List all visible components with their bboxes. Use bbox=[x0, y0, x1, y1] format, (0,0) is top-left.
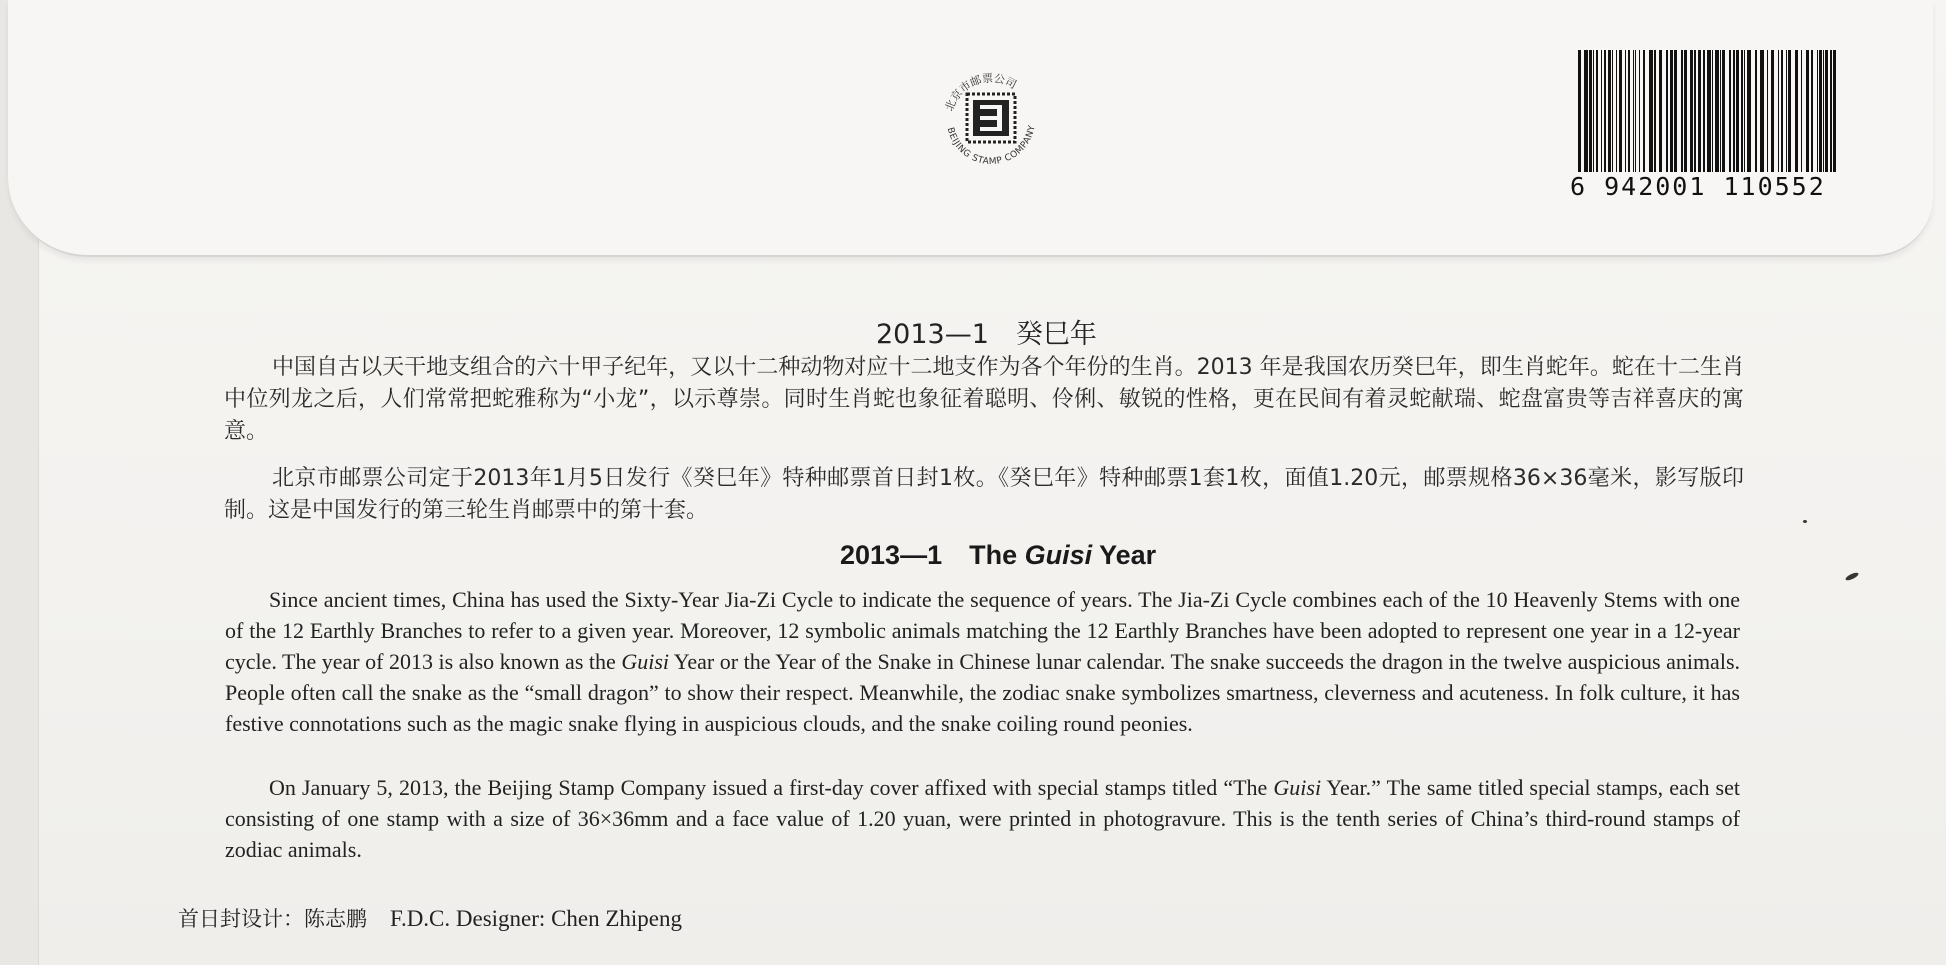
english-p2-part-b: Year.” The same titled special stamps, each set consisting of one stamp with a size of 36×36mm and a face value of 1.20 yuan, were printed in photogravure. This is the tenth series of China’s third-round stamps of zodiac animals. bbox=[225, 775, 1740, 862]
barcode-bar bbox=[1578, 50, 1581, 178]
barcode-bar bbox=[1760, 50, 1764, 178]
barcode-bar bbox=[1666, 50, 1668, 178]
barcode-bar bbox=[1786, 50, 1787, 178]
barcode-bar bbox=[1654, 50, 1656, 178]
barcode bbox=[1568, 50, 1848, 200]
barcode-bar bbox=[1806, 50, 1809, 178]
barcode-bar bbox=[1604, 50, 1606, 178]
barcode-bar bbox=[1690, 50, 1693, 178]
english-p2-italic: Guisi bbox=[1273, 775, 1322, 800]
barcode-bar bbox=[1635, 50, 1636, 178]
barcode-bar bbox=[1801, 50, 1802, 178]
barcode-bar bbox=[1833, 50, 1836, 178]
barcode-bar bbox=[1733, 50, 1735, 178]
barcode-bar bbox=[1729, 50, 1731, 178]
barcode-bar bbox=[1703, 50, 1705, 178]
beijing-stamp-company-seal-icon bbox=[933, 60, 1049, 176]
barcode-bar bbox=[1608, 50, 1611, 178]
barcode-bar bbox=[1698, 50, 1701, 178]
english-title-suffix: Year bbox=[1092, 540, 1157, 570]
barcode-bar bbox=[1625, 50, 1626, 178]
chinese-paragraph-1: 中国自古以天干地支组合的六十甲子纪年，又以十二种动物对应十二地支作为各个年份的生肖。2013 年是我国农历癸巳年，即生肖蛇年。蛇在十二生肖中位列龙之后，人们常常把蛇雅称为“小龙”，以示尊崇。同时生肖蛇也象征着聪明、伶俐、敏锐的性格，更在民间有着灵蛇献瑞、蛇盘富贵等吉祥喜庆的寓意。 bbox=[224, 355, 1744, 444]
barcode-bar bbox=[1628, 50, 1630, 178]
english-paragraph-1 bbox=[225, 584, 1740, 739]
barcode-bar bbox=[1589, 50, 1592, 178]
barcode-bar bbox=[1747, 50, 1751, 178]
barcode-icon bbox=[1578, 50, 1836, 178]
barcode-digits: 6 942001 110552 bbox=[1568, 172, 1850, 201]
barcode-bar bbox=[1694, 50, 1696, 178]
english-title bbox=[840, 540, 1156, 571]
barcode-bar bbox=[1811, 50, 1813, 178]
english-p1-part-b: Year or the Year of the Snake in Chinese lunar calendar. The snake succeeds the dragon in the twelve auspicious animals. People often call the snake as the “small dragon” to show their respect. Meanwhile, the zodiac snake symbolizes smartness, cleverness and acuteness. In folk culture, it has festive connotations such as the magic snake flying in auspicious clouds, and the snake coiling round peonies. bbox=[225, 649, 1741, 736]
barcode-bar bbox=[1707, 50, 1711, 178]
barcode-bar bbox=[1795, 50, 1798, 178]
barcode-bar bbox=[1659, 50, 1662, 178]
english-p1-part-a: Since ancient times, China has used the Sixty-Year Jia-Zi Cycle to indicate the sequence of years. The Jia-Zi Cycle combines each of the 10 Heavenly Stems with one of the 12 Earthly Branches to refer to a given year. Moreover, 12 symbolic animals matching the 12 Earthly Branches have been adopted to represent one year in a 12-year cycle. The year of 2013 is also known as the bbox=[225, 587, 1740, 674]
barcode-bar bbox=[1584, 50, 1588, 178]
barcode-bar bbox=[1825, 50, 1828, 178]
english-title-italic: Guisi bbox=[1024, 540, 1093, 570]
barcode-bar bbox=[1593, 50, 1594, 178]
barcode-bar bbox=[1596, 50, 1598, 178]
barcode-bar bbox=[1715, 50, 1719, 178]
barcode-bar bbox=[1633, 50, 1634, 178]
designer-credit-zh: 首日封设计：陈志鹏 bbox=[178, 907, 367, 931]
barcode-bar bbox=[1722, 50, 1725, 178]
barcode-bar bbox=[1639, 50, 1640, 178]
barcode-bar bbox=[1741, 50, 1743, 178]
barcode-bar bbox=[1744, 50, 1745, 178]
barcode-bar bbox=[1643, 50, 1645, 178]
barcode-bar bbox=[1720, 50, 1721, 178]
logo-name-zh: 北京市邮票公司 bbox=[942, 71, 1019, 114]
barcode-bar bbox=[1781, 50, 1783, 178]
barcode-bar bbox=[1601, 50, 1602, 178]
paper-speck bbox=[1845, 571, 1860, 581]
designer-credit-en: F.D.C. Designer: Chen Zhipeng bbox=[390, 906, 683, 931]
envelope-flap bbox=[8, 0, 1933, 257]
barcode-bar bbox=[1830, 50, 1832, 178]
barcode-bar bbox=[1736, 50, 1739, 178]
barcode-bar bbox=[1674, 50, 1677, 178]
barcode-bar bbox=[1819, 50, 1822, 178]
barcode-bar bbox=[1612, 50, 1613, 178]
barcode-bar bbox=[1771, 50, 1774, 178]
barcode-bar bbox=[1767, 50, 1768, 178]
barcode-bar bbox=[1670, 50, 1673, 178]
barcode-bar bbox=[1817, 50, 1818, 178]
barcode-bar bbox=[1823, 50, 1824, 178]
barcode-bar bbox=[1616, 50, 1617, 178]
barcode-bar bbox=[1712, 50, 1713, 178]
barcode-bar bbox=[1649, 50, 1653, 178]
english-title-prefix: 2013—1 The bbox=[840, 540, 1025, 570]
chinese-title: 2013—1 癸巳年 bbox=[876, 319, 1097, 350]
chinese-paragraph-2: 北京市邮票公司定于2013年1月5日发行《癸巳年》特种邮票首日封1枚。《癸巳年》特种邮票1套1枚，面值1.20元，邮票规格36×36毫米，影写版印制。这是中国发行的第三轮生肖邮票中的第十套。 bbox=[224, 466, 1744, 523]
barcode-bar bbox=[1619, 50, 1622, 178]
english-paragraph-2 bbox=[225, 772, 1740, 865]
barcode-bar bbox=[1788, 50, 1791, 178]
english-p2-part-a: On January 5, 2013, the Beijing Stamp Company issued a first-day cover affixed with special stamps titled “The bbox=[269, 775, 1274, 800]
barcode-bar bbox=[1755, 50, 1757, 178]
english-p1-italic: Guisi bbox=[621, 649, 669, 674]
barcode-bar bbox=[1684, 50, 1687, 178]
logo-name-en: BEIJING STAMP COMPANY bbox=[944, 124, 1038, 168]
paper-speck bbox=[1803, 520, 1807, 523]
barcode-bar bbox=[1681, 50, 1683, 178]
designer-credit bbox=[178, 903, 682, 933]
barcode-bar bbox=[1778, 50, 1779, 178]
